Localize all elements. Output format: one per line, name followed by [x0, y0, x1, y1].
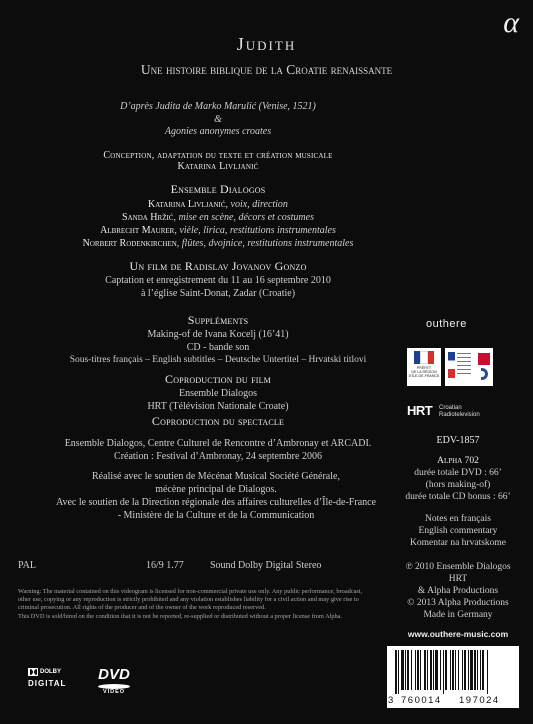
alpha-logo: α: [503, 6, 519, 39]
barcode-bar: [452, 650, 454, 690]
support-block: [16, 470, 416, 522]
supplements-label: Suppléments: [187, 313, 249, 327]
dolby-digital: DIGITAL: [28, 679, 67, 688]
coprod-film-line1: Ensemble Dialogos: [178, 388, 258, 399]
member-role: , flûtes, dvojnice, restitutions instrumentales: [176, 238, 354, 249]
support-line4: - Ministère de la Culture et de la Communication: [117, 510, 315, 521]
member-role: , voix, direction: [225, 199, 288, 210]
rights-block: [388, 561, 528, 621]
prefet-line3: D'ÎLE-DE-FRANCE: [408, 374, 440, 379]
dvd-duration: durée totale DVD : 66’: [414, 467, 502, 478]
rights-line3: & Alpha Productions: [417, 586, 499, 596]
barcode-bar: [450, 650, 451, 690]
prefet-line2: DE LA RÉGION: [411, 370, 437, 375]
source-line2: Agonies anonymes croates: [164, 126, 272, 137]
hrt-caption-line2: Radiotelevision: [439, 412, 480, 418]
barcode-bar: [458, 650, 459, 690]
barcode-bar: [398, 650, 399, 694]
conception-label: Conception, adaptation du texte et création musicale: [103, 150, 333, 161]
barcode-bar: [464, 650, 466, 690]
barcode-bar: [487, 650, 488, 694]
ministry-flag-icon: [448, 352, 455, 378]
member-role: , mise en scène, décors et costumes: [173, 212, 314, 223]
hrt-wordmark: HRT: [407, 403, 433, 418]
outhere-logo: outhere: [426, 318, 467, 330]
member-name: Katarina Livljanić: [148, 199, 226, 210]
dvd-word: DVD: [98, 666, 130, 683]
dolby-dd-icon: [28, 668, 38, 676]
barcode-bar: [420, 650, 421, 690]
rights-line4: © 2013 Alpha Productions: [407, 598, 509, 608]
support-line2: mécène principal de Dialogos.: [155, 484, 277, 495]
member-name: Norbert Rodenkirchen: [82, 238, 177, 249]
hrt-caption-line1: Croatian: [439, 405, 462, 411]
barcode-bar: [424, 650, 426, 690]
support-line1: Réalisé avec le soutien de Mécénat Musical Société Générale,: [92, 471, 340, 482]
notes-line2: English commentary: [418, 526, 498, 536]
barcode-digit-prefix: 3: [388, 695, 394, 706]
member-role: , vièle, lirica, restitutions instrumentales: [174, 225, 336, 236]
film-line2: à l’église Saint-Donat, Zadar (Croatie): [140, 288, 296, 299]
ensemble-label: Ensemble Dialogos: [170, 182, 266, 196]
barcode-bar: [430, 650, 432, 690]
rights-line1: ℗ 2010 Ensemble Dialogos: [405, 562, 511, 572]
member-3: [8, 224, 428, 237]
source-block: [8, 101, 428, 139]
member-2: [8, 211, 428, 224]
member-name: Albrecht Maurer: [100, 225, 175, 236]
barcode-bars: [393, 650, 515, 694]
website: www.outhere-music.com: [407, 629, 509, 639]
barcode-bar: [407, 650, 409, 690]
barcode-digits-left: 760014: [401, 695, 442, 706]
conception-name: Katarina Livljanić: [177, 161, 259, 172]
member-name: Sanda Hržić: [122, 212, 174, 223]
dvd-duration-note: (hors making-of): [425, 479, 491, 490]
coprod-film-block: [8, 372, 428, 413]
sound-format: Sound Dolby Digital Stereo: [210, 560, 322, 571]
rights-line5: Made in Germany: [423, 610, 493, 620]
marianne-icon: [414, 351, 434, 364]
notes-line3: Komentar na hrvatskome: [409, 538, 507, 548]
warning-p1: Warning: The material contained on this videogram is licensed for non-commercial private use only. Any public performance, broadcast, other use, copying or any reproduction is strictly prohibited and any violation establishes liability for a civil action and may give rise to criminal prosecution. All rights of the producer and of the owner of the work reproduced reserved.: [18, 588, 363, 612]
barcode-bar: [417, 650, 419, 690]
cd-duration: durée totale CD bonus : 66’: [405, 491, 511, 502]
format-pal: PAL: [18, 560, 36, 571]
barcode-bar: [474, 650, 476, 690]
notes-line1: Notes en français: [425, 514, 491, 524]
supplements-line3: Sous-titres français – English subtitles – Deutsche Untertitel – Hrvatski titlovi: [69, 355, 367, 365]
prefet-logo: [407, 348, 441, 386]
coprod-spectacle-line1: Ensemble Dialogos, Centre Culturel de Rencontre d’Ambronay et ARCADI.: [64, 438, 372, 449]
hrt-logo: [407, 403, 517, 423]
member-1: [8, 198, 428, 211]
barcode-bar: [470, 650, 473, 690]
source-amp: &: [214, 113, 222, 125]
barcode-bar: [405, 650, 406, 690]
rights-line2: HRT: [448, 574, 468, 584]
title: Judith: [236, 34, 297, 54]
film-line1: Captation et enregistrement du 11 au 16 septembre 2010: [105, 275, 331, 286]
barcode-bar: [462, 650, 463, 690]
coprod-film-line2: HRT (Télévision Nationale Croate): [147, 401, 289, 412]
supplements-line2: CD - bande son: [186, 342, 250, 353]
ministry-logo: [445, 348, 493, 386]
coprod-spectacle-label: Coproduction du spectacle: [151, 414, 285, 428]
barcode-bar: [435, 650, 438, 690]
dvd-video-word: VIDEO: [102, 689, 126, 695]
warning-p2: This DVD is sold/hired on the condition that it is not be reported, re-supplied or distributed without a proper license from Alpha.: [18, 612, 343, 620]
notes-block: [388, 513, 528, 549]
dolby-logo: [28, 668, 67, 702]
barcode-bar: [440, 650, 441, 690]
coprod-spectacle-block: [8, 414, 428, 463]
ministry-mark-icon: [478, 353, 490, 365]
barcode-bar: [455, 650, 456, 690]
subtitle: Une histoire biblique de la Croatie renaissante: [140, 62, 393, 77]
supplements-block: [8, 313, 428, 367]
barcode-bar: [427, 650, 428, 690]
dvd-video-logo: [96, 667, 132, 701]
barcode-bar: [477, 650, 478, 690]
prefet-line1: PRÉFET: [416, 366, 432, 370]
barcode-bar: [415, 650, 416, 690]
dolby-word: DOLBY: [40, 669, 61, 675]
catalog-ref: EDV-1857: [436, 435, 480, 446]
film-label: Un film de Radislav Jovanov Gonzo: [129, 259, 307, 273]
barcode: [387, 646, 519, 708]
barcode-bar: [395, 650, 397, 694]
coprod-film-label: Coproduction du film: [164, 372, 271, 386]
catalog-number: Alpha 702: [437, 455, 479, 466]
legal-warning: [18, 588, 370, 621]
barcode-bar: [443, 650, 444, 694]
barcode-bar: [445, 650, 447, 690]
ensemble-block: [8, 182, 428, 250]
barcode-bar: [411, 650, 412, 690]
catalog-block: [388, 435, 528, 503]
film-block: [8, 259, 428, 300]
source-line1: D’après Judita de Marko Marulić (Venise, 1521): [120, 101, 316, 112]
barcode-digits-right: 197024: [459, 695, 500, 706]
barcode-bar: [401, 650, 404, 690]
member-4: [8, 237, 428, 250]
supplements-line1: Making-of de Ivana Kocelj (16’41): [147, 329, 289, 340]
conception-block: [8, 150, 428, 172]
barcode-bar: [468, 650, 469, 690]
barcode-bar: [433, 650, 434, 690]
support-line3: Avec le soutien de la Direction régionale des affaires culturelles d’Île-de-France: [55, 497, 377, 508]
aspect-ratio: 16/9 1.77: [146, 560, 184, 571]
barcode-bar: [480, 650, 481, 690]
barcode-bar: [482, 650, 484, 690]
coprod-spectacle-line2: Création : Festival d’Ambronay, 24 septembre 2006: [114, 451, 322, 462]
